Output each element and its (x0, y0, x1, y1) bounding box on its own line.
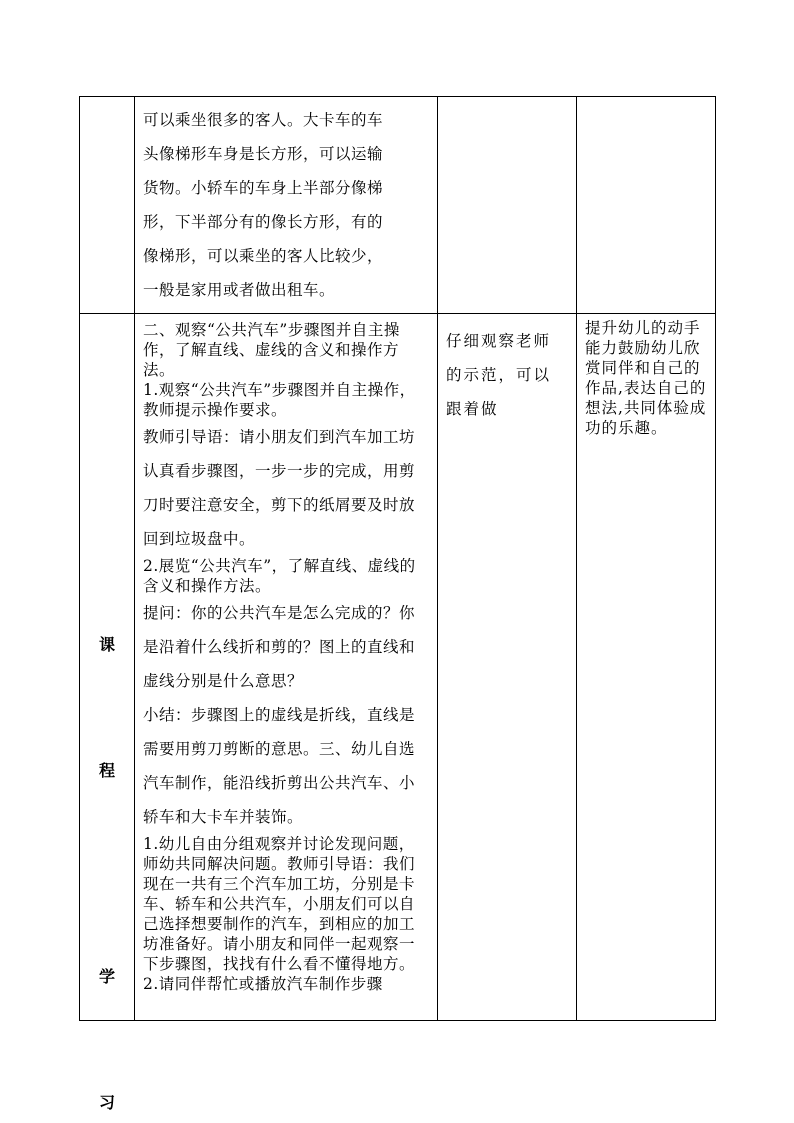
content-line: 可以乘坐很多的客人。大卡车的车 (143, 111, 384, 129)
content-text (135, 97, 437, 307)
content-paragraph: 教师引导语：请小朋友们到汽车加工坊认真看步骤图，一步一步的完成，用剪刀时要注意安全，剪下的纸屑要及时放回到垃圾盘中。 (143, 428, 416, 548)
content-paragraph: 2.展览“公共汽车”，了解直线、虚线的含义和操作方法。 (143, 557, 416, 595)
design-intent-cell (577, 97, 716, 314)
student-activity-cell (438, 97, 577, 314)
content-cell (135, 97, 438, 314)
side-label-char: 课 (98, 635, 115, 654)
content-paragraph: 1.观察“公共汽车”步骤图并自主操作，教师提示操作要求。 (143, 381, 416, 419)
side-label-char: 学 (98, 967, 115, 986)
content-paragraph: 2.请同伴帮忙或播放汽车制作步骤 (143, 975, 383, 993)
student-activity-cell (438, 314, 577, 1021)
design-intent-cell (577, 314, 716, 1021)
label-cell (80, 97, 135, 314)
side-label-char: 习 (98, 1093, 115, 1112)
content-paragraph: 小结：步骤图上的虚线是折线，直线是需要用剪刀剪断的意思。三、幼儿自选汽车制作，能沿线折剪出公共汽车、小轿车和大卡车并装饰。 (143, 706, 416, 826)
content-line: 货物。小轿车的车身上半部分像梯 (143, 179, 384, 197)
content-paragraph: 提问：你的公共汽车是怎么完成的？你是沿着什么线折和剪的？图上的直线和虚线分别是什么意思？ (143, 604, 416, 690)
table-row (80, 314, 716, 1021)
content-line: 形，下半部分有的像长方形，有的 (143, 213, 384, 231)
content-text (135, 314, 437, 994)
content-paragraph: 1.幼儿自由分组观察并讨论发现问题，师幼共同解决问题。教师引导语：我们现在一共有三个汽车加工坊，分别是卡车、轿车和公共汽车，小朋友们可以自己选择想要制作的汽车，到相应的加工坊准备好。请小朋友和同伴一起观察一下步骤图，找找有什么看不懂得地方。 (143, 835, 416, 973)
content-line: 一般是家用或者做出租车。 (143, 281, 336, 299)
label-cell (80, 314, 135, 1112)
content-cell (135, 314, 438, 1021)
side-label-char: 程 (98, 761, 115, 780)
content-paragraph: 二、观察“公共汽车”步骤图并自主操作，了解直线、虚线的含义和操作方法。 (143, 321, 400, 379)
design-intent-text: 提升幼儿的动手能力鼓励幼儿欣赏同伴和自己的作品,表达自己的想法,共同体验成功的乐趣。 (585, 319, 707, 437)
content-line: 头像梯形车身是长方形，可以运输 (143, 145, 384, 163)
student-activity-text: 仔细观察老师的示范，可以跟着做 (446, 332, 552, 418)
content-line: 像梯形，可以乘坐的客人比较少， (143, 247, 384, 265)
side-label (80, 314, 134, 1112)
table-row (80, 97, 716, 314)
lesson-plan-table (79, 96, 716, 1112)
